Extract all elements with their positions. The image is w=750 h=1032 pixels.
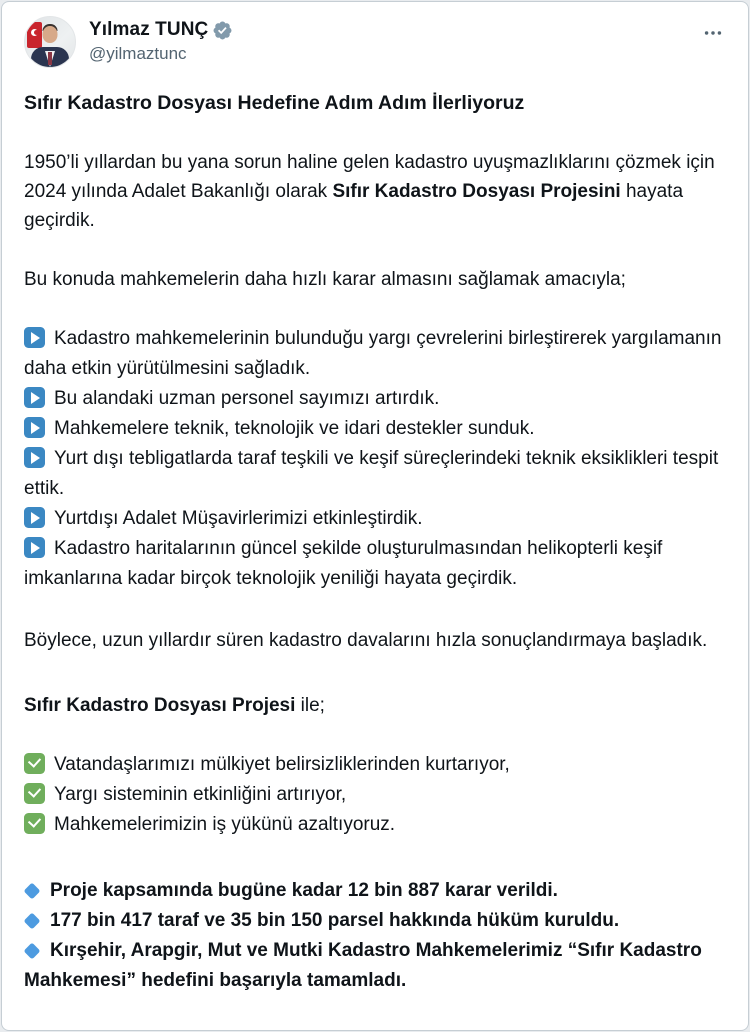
list-item: Mahkemelerimizin iş yükünü azaltıyoruz. [24,810,726,840]
measures-list [24,324,726,594]
list-item: Proje kapsamında bugüne kadar 12 bin 887 karar verildi. [24,876,726,906]
turkish-flag-decoration [27,22,42,48]
user-handle[interactable]: @yilmaztunc [89,44,187,63]
check-mark-icon [24,783,45,804]
tweet-title: Sıfır Kadastro Dosyası Hedefine Adım Adım İlerliyoruz [24,92,525,114]
list-item: Kırşehir, Arapgir, Mut ve Mutki Kadastro Mahkemelerimiz “Sıfır Kadastro Mahkemesi” hedefini başarıyla tamamladı. [24,936,726,996]
lead-line: Sıfır Kadastro Dosyası Projesi ile; [24,695,325,716]
account-info [89,16,233,64]
check-mark-icon [24,813,45,834]
small-blue-diamond-icon [24,876,44,906]
benefits-list [24,750,726,840]
play-button-icon [24,447,45,468]
play-button-icon [24,537,45,558]
list-item: Yargı sisteminin etkinliğini artırıyor, [24,780,726,810]
play-button-icon [24,387,45,408]
display-name[interactable]: Yılmaz TUNÇ [89,19,209,40]
play-button-icon [24,507,45,528]
play-button-icon [24,327,45,348]
check-mark-icon [24,753,45,774]
list-item: Bu alandaki uzman personel sayımızı artırdık. [24,384,726,414]
verified-badge-icon [212,20,233,41]
stats-list [24,876,726,996]
list-item: Yurtdışı Adalet Müşavirlerimizi etkinleştirdik. [24,504,726,534]
tweet-card [1,1,749,1031]
tweet-text [24,89,726,996]
small-blue-diamond-icon [24,936,44,966]
more-button[interactable] [700,16,726,50]
list-item: Kadastro haritalarının güncel şekilde oluşturulmasından helikopterli keşif imkanlarına kadar birçok teknolojik yeniliği hayata geçirdik. [24,538,663,589]
list-item: Mahkemelere teknik, teknolojik ve idari destekler sunduk. [24,414,726,444]
tweet-header [24,16,726,68]
list-item: Kadastro mahkemelerinin bulunduğu yargı çevrelerini birleştirerek yargılamanın daha etkin yürütülmesini sağladık. [24,328,722,379]
list-item: Yurt dışı tebligatlarda taraf teşkili ve keşif süreçlerindeki teknik eksiklikleri tespit ettik. [24,448,719,499]
list-item: Vatandaşlarımızı mülkiyet belirsizliklerinden kurtarıyor, [24,750,726,780]
list-item: 177 bin 417 taraf ve 35 bin 150 parsel hakkında hüküm kuruldu. [24,906,726,936]
avatar[interactable] [24,16,76,68]
intro-paragraph: 1950’li yıllardan bu yana sorun haline gelen kadastro uyuşmazlıklarını çözmek için 2024 yılında Adalet Bakanlığı olarak Sıfır Kadastro Dosyası Projesini hayata geçirdik. [24,152,715,231]
project-name-bold: Sıfır Kadastro Dosyası Projesini [332,181,621,202]
play-button-icon [24,417,45,438]
small-blue-diamond-icon [24,906,44,936]
result-line: Böylece, uzun yıllardır süren kadastro davalarını hızla sonuçlandırmaya başladık. [24,630,708,651]
purpose-line: Bu konuda mahkemelerin daha hızlı karar almasını sağlamak amacıyla; [24,269,626,290]
